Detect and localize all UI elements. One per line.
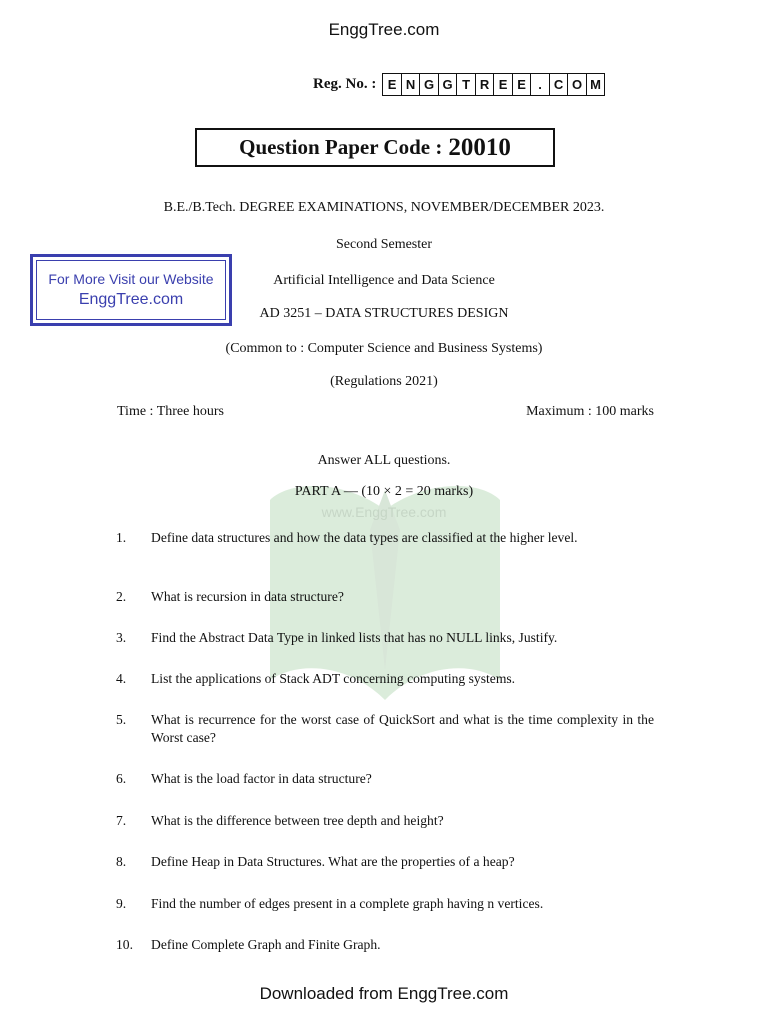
part-a-heading: PART A — (10 × 2 = 20 marks): [294, 484, 474, 499]
reg-number-boxes: [382, 73, 605, 96]
reg-char-box: G: [439, 74, 458, 95]
question-text: Define data structures and how the data types are classified at the higher level.: [151, 530, 578, 545]
reg-char-box: E: [513, 74, 532, 95]
watermark-url: www.EnggTree.com: [321, 504, 447, 520]
question-text: Find the Abstract Data Type in linked lists that has no NULL links, Justify.: [151, 630, 558, 645]
question-item: [116, 853, 654, 871]
maximum-marks: Maximum : 100 marks: [526, 404, 654, 419]
question-item: [116, 895, 654, 913]
question-number: 6.: [116, 771, 127, 786]
reg-char-box: T: [457, 74, 476, 95]
website-promo-line1: For More Visit our Website: [48, 271, 214, 287]
website-promo-inner: [36, 260, 226, 320]
reg-char-box: R: [476, 74, 495, 95]
question-text: Find the number of edges present in a complete graph having n vertices.: [151, 896, 544, 911]
question-text: What is recurrence for the worst case of QuickSort and what is the time complexity in the Worst case?: [151, 712, 654, 745]
time-allowed: Time : Three hours: [117, 404, 224, 419]
question-text: Define Heap in Data Structures. What are the properties of a heap?: [151, 854, 515, 869]
reg-char-box: .: [531, 74, 550, 95]
question-number: 5.: [116, 712, 127, 727]
question-paper-code-box: [195, 128, 555, 167]
question-item: [116, 812, 654, 830]
reg-char-box: C: [550, 74, 569, 95]
reg-char-box: E: [494, 74, 513, 95]
question-item: [116, 936, 654, 954]
question-text: What is recursion in data structure?: [151, 589, 344, 604]
question-number: 2.: [116, 589, 127, 604]
question-number: 10.: [116, 937, 133, 952]
question-text: What is the load factor in data structure?: [151, 771, 372, 786]
department: Artificial Intelligence and Data Science: [273, 273, 495, 288]
question-text: List the applications of Stack ADT concerning computing systems.: [151, 671, 516, 686]
reg-char-box: N: [402, 74, 421, 95]
question-number: 4.: [116, 671, 127, 686]
reg-number-label: Reg. No. :: [313, 76, 377, 92]
website-promo-line2: EnggTree.com: [78, 291, 184, 308]
semester: Second Semester: [335, 237, 433, 252]
question-number: 1.: [116, 530, 127, 545]
question-number: 3.: [116, 630, 127, 645]
common-to: (Common to : Computer Science and Business Systems): [225, 341, 543, 356]
question-item: [116, 770, 654, 788]
question-item: [116, 629, 654, 647]
question-item: [116, 588, 654, 606]
reg-char-box: E: [383, 74, 402, 95]
question-item: [116, 529, 654, 547]
question-text: Define Complete Graph and Finite Graph.: [151, 937, 381, 952]
course-title: AD 3251 – DATA STRUCTURES DESIGN: [259, 306, 509, 321]
reg-char-box: G: [420, 74, 439, 95]
question-text: What is the difference between tree depth and height?: [151, 813, 444, 828]
question-item: [116, 711, 654, 747]
paper-code-label: Question Paper Code :: [239, 135, 443, 159]
question-number: 9.: [116, 896, 127, 911]
paper-code-value: 20010: [448, 133, 511, 161]
reg-char-box: M: [590, 77, 601, 92]
reg-char-box: O: [568, 74, 587, 95]
page-header: EnggTree.com: [328, 20, 440, 39]
question-item: [116, 670, 654, 688]
question-number: 7.: [116, 813, 127, 828]
question-number: 8.: [116, 854, 127, 869]
regulations: (Regulations 2021): [330, 374, 438, 389]
website-promo-box: [30, 254, 232, 326]
instruction: Answer ALL questions.: [317, 453, 451, 468]
exam-title: B.E./B.Tech. DEGREE EXAMINATIONS, NOVEMBER/DECEMBER 2023.: [163, 200, 605, 215]
page-footer: Downloaded from EnggTree.com: [259, 984, 509, 1003]
reg-number-row: [313, 73, 605, 96]
